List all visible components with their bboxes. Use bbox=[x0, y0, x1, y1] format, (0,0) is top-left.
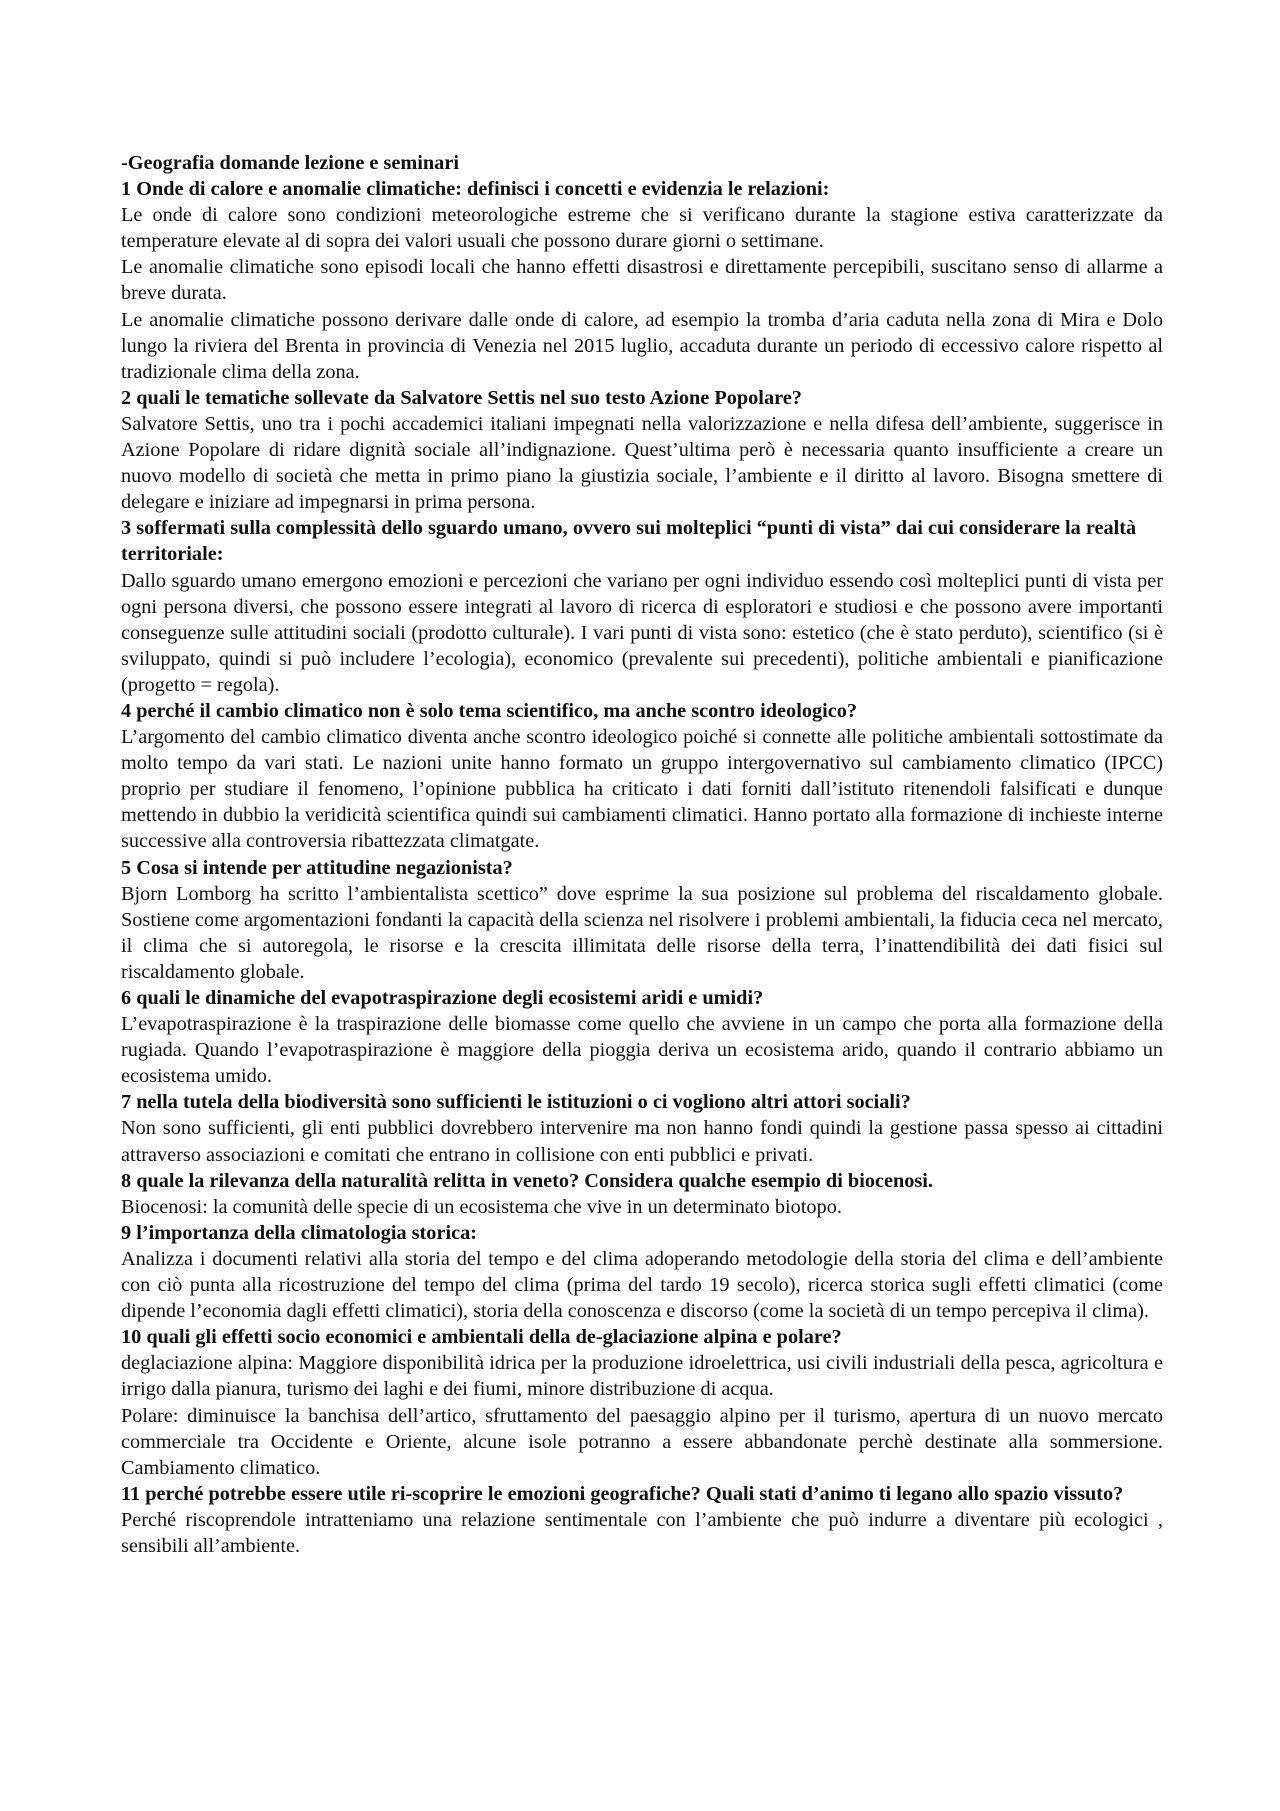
answer-paragraph: Le anomalie climatiche sono episodi locali che hanno effetti disastrosi e direttamente percepibili, suscitano senso di allarme a breve durata. bbox=[121, 256, 1163, 305]
question-heading: 4 perché il cambio climatico non è solo tema scientifico, ma anche scontro ideologico? bbox=[121, 699, 858, 722]
question-section-2 bbox=[121, 385, 1163, 515]
question-section-10 bbox=[121, 1324, 1163, 1481]
question-section-7 bbox=[121, 1089, 1163, 1167]
question-section-4 bbox=[121, 698, 1163, 855]
question-section-5 bbox=[121, 855, 1163, 985]
question-heading: 9 l’importanza della climatologia storica: bbox=[121, 1221, 477, 1244]
answer-paragraph: Le onde di calore sono condizioni meteorologiche estreme che si verificano durante la stagione estiva caratterizzate da temperature elevate al di sopra dei valori usuali che possono durare giorni o settimane. bbox=[121, 204, 1163, 253]
question-heading: 2 quali le tematiche sollevate da Salvatore Settis nel suo testo Azione Popolare? bbox=[121, 386, 802, 409]
answer-paragraph: Bjorn Lomborg ha scritto l’ambientalista scettico” dove esprime la sua posizione sul problema del riscaldamento globale. Sostiene come argomentazioni fondanti la capacità della scienza nel risolvere i problemi ambientali, la fiducia ceca nel mercato, il clima che si autoregola, le risorse e la crescita illimitata delle risorse della terra, l’inattendibilità dei dati fisici sul riscaldamento globale. bbox=[121, 882, 1163, 983]
answer-paragraph: Le anomalie climatiche possono derivare dalle onde di calore, ad esempio la tromba d’aria caduta nella zona di Mira e Dolo lungo la riviera del Brenta in provincia di Venezia nel 2015 luglio, accaduta durante un periodo di eccessivo calore rispetto al tradizionale clima della zona. bbox=[121, 308, 1163, 383]
question-section-8 bbox=[121, 1168, 1163, 1220]
question-heading: 11 perché potrebbe essere utile ri-scoprire le emozioni geografiche? Quali stati d’animo ti legano allo spazio vissuto? bbox=[121, 1482, 1124, 1505]
question-section-11 bbox=[121, 1481, 1163, 1559]
answer-paragraph: Perché riscoprendole intratteniamo una relazione sentimentale con l’ambiente che può indurre a diventare più ecologici , sensibili all’ambiente. bbox=[121, 1508, 1163, 1557]
question-heading: 8 quale la rilevanza della naturalità relitta in veneto? Considera qualche esempio di biocenosi. bbox=[121, 1169, 933, 1192]
document-title: -Geografia domande lezione e seminari bbox=[121, 152, 459, 174]
question-section-1 bbox=[121, 176, 1163, 385]
question-heading: 7 nella tutela della biodiversità sono sufficienti le istituzioni o ci vogliono altri attori sociali? bbox=[121, 1091, 911, 1114]
document-page bbox=[121, 150, 1163, 1559]
answer-paragraph: Non sono sufficienti, gli enti pubblici dovrebbero intervenire ma non hanno fondi quindi la gestione passa spesso ai cittadini attraverso associazioni e comitati che entrano in collisione con enti pubblici e privati. bbox=[121, 1117, 1163, 1166]
answer-paragraph: Analizza i documenti relativi alla storia del tempo e del clima adoperando metodologie della storia del clima e dell’ambiente con ciò punta alla ricostruzione del tempo del clima (prima del tardo 19 secolo), ricerca storica sugli effetti climatici (come dipende l’economia dagli effetti climatici), storia della conoscenza e discorso (come la società di un tempo percepiva il clima). bbox=[121, 1247, 1163, 1323]
question-heading: 3 soffermati sulla complessità dello sguardo umano, ovvero sui molteplici “punti di vista” dai cui considerare la realtà territoriale: bbox=[121, 517, 1137, 566]
question-heading: 10 quali gli effetti socio economici e ambientali della de-glaciazione alpina e polare? bbox=[121, 1326, 842, 1349]
answer-paragraph: Salvatore Settis, uno tra i pochi accademici italiani impegnati nella valorizzazione e nella difesa dell’ambiente, suggerisce in Azione Popolare di ridare dignità sociale all’indignazione. Quest’ultima però è necessaria quanto insufficiente a creare un nuovo modello di società che metta in primo piano la giustizia sociale, l’ambiente e il diritto al lavoro. Bisogna smettere di delegare e iniziare ad impegnarsi in prima persona. bbox=[121, 412, 1163, 514]
answer-paragraph: Polare: diminuisce la banchisa dell’artico, sfruttamento del paesaggio alpino per il turismo, apertura di un nuovo mercato commerciale tra Occidente e Oriente, alcune isole potranno a essere abbandonate perchè destinate alla sommersione. Cambiamento climatico. bbox=[121, 1404, 1163, 1479]
question-section-9 bbox=[121, 1220, 1163, 1324]
question-heading: 5 Cosa si intende per attitudine negazionista? bbox=[121, 856, 513, 879]
answer-paragraph: L’argomento del cambio climatico diventa anche scontro ideologico poiché si connette alle politiche ambientali sottostimate da molto tempo da vari stati. Le nazioni unite hanno formato un gruppo intergovernativo sul cambiamento climatico (IPCC) proprio per studiare il fenomeno, l’opinione pubblica ha criticato i dati forniti dall’istituto ritenendoli falsificati e dunque mettendo in dubbio la veridicità scientifica quindi sui cambiamenti climatici. Hanno portato alla formazione di inchieste interne successive alla controversia ribattezzata climatgate. bbox=[121, 726, 1163, 853]
answer-paragraph: L’evapotraspirazione è la traspirazione delle biomasse come quello che avviene in un campo che porta alla formazione della rugiada. Quando l’evapotraspirazione è maggiore della pioggia deriva un ecosistema arido, quando il contrario abbiamo un ecosistema umido. bbox=[121, 1013, 1163, 1088]
question-heading: 6 quali le dinamiche del evapotraspirazione degli ecosistemi aridi e umidi? bbox=[121, 987, 764, 1009]
question-heading: 1 Onde di calore e anomalie climatiche: definisci i concetti e evidenzia le relazioni: bbox=[121, 178, 830, 201]
answer-paragraph: deglaciazione alpina: Maggiore disponibilità idrica per la produzione idroelettrica, usi civili industriali della pesca, agricoltura e irrigo dalla pianura, turismo dei laghi e dei fiumi, minore distribuzione di acqua. bbox=[121, 1352, 1163, 1401]
answer-paragraph: Biocenosi: la comunità delle specie di un ecosistema che vive in un determinato biotopo. bbox=[121, 1195, 842, 1218]
question-section-6 bbox=[121, 985, 1163, 1089]
answer-paragraph: Dallo sguardo umano emergono emozioni e percezioni che variano per ogni individuo essendo così molteplici punti di vista per ogni persona diversi, che possono essere integrati al lavoro di ricerca di esploratori e studiosi e che possono avere importanti conseguenze sulle attitudini sociali (prodotto culturale). I vari punti di vista sono: estetico (che è stato perduto), scientifico (si è sviluppato, quindi si può includere l’ecologia), economico (prevalente sui precedenti), politiche ambientali e pianificazione (progetto = regola). bbox=[121, 569, 1163, 696]
question-section-3 bbox=[121, 515, 1163, 698]
